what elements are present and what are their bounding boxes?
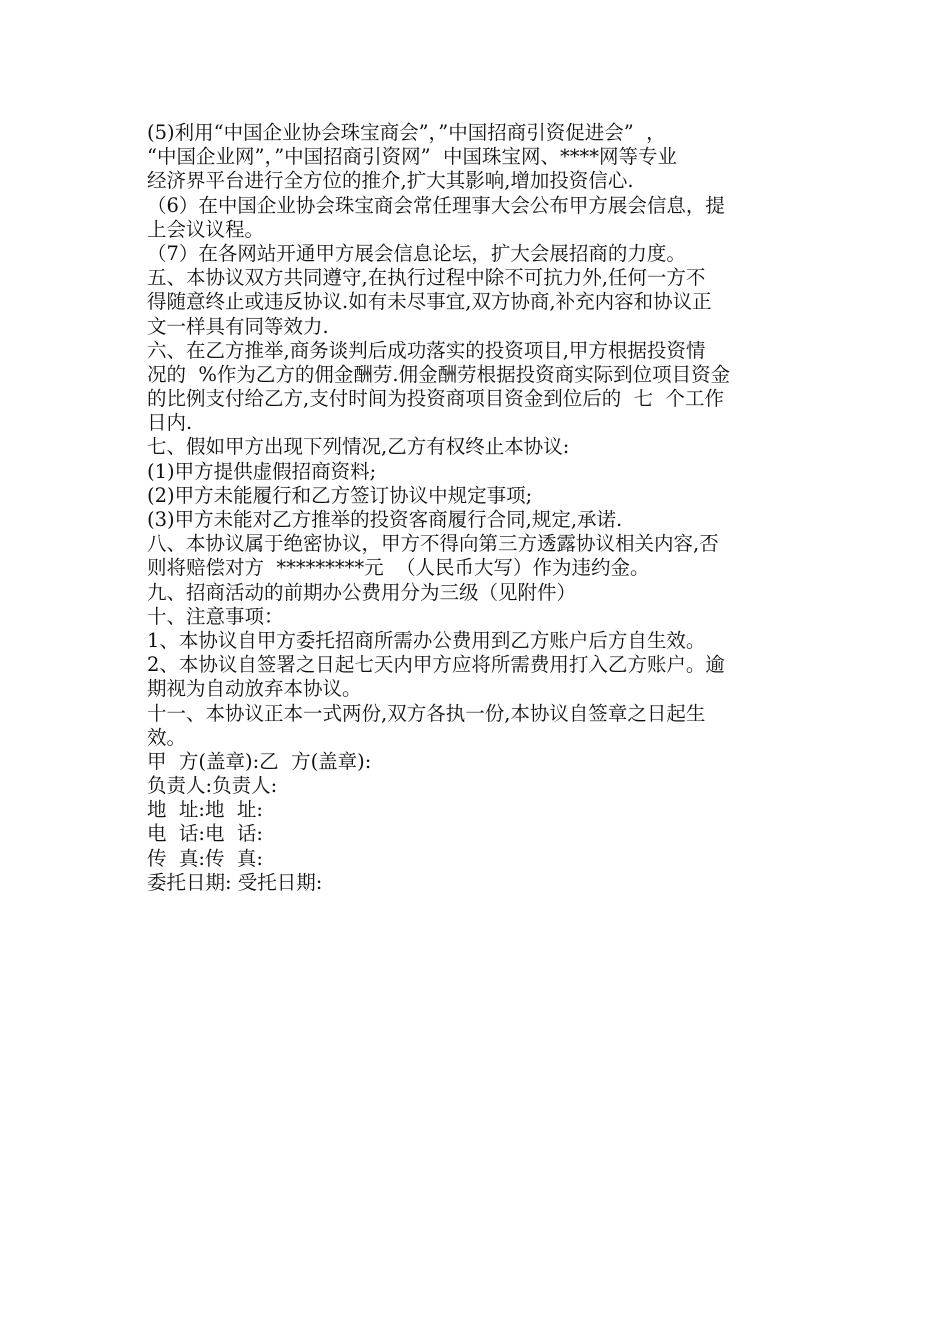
signature-fax-line: 传 真:传 真: xyxy=(147,846,263,870)
section-11-line-1: 十一、本协议正本一式两份,双方各执一份,本协议自签章之日起生 xyxy=(147,701,706,725)
clause-6-council-line-1: （6）在中国企业协会珠宝商会常任理事大会公布甲方展会信息，提 xyxy=(147,193,725,217)
section-10-item-1: 1、本协议自甲方委托招商所需办公费用到乙方账户后方自生效。 xyxy=(147,628,706,652)
section-6-line-3: 的比例支付给乙方,支付时间为投资商项目资金到位后的 七 个工作 xyxy=(147,387,724,411)
section-6-line-1: 六、在乙方推举,商务谈判后成功落实的投资项目,甲方根据投资情 xyxy=(147,338,706,362)
signature-phone-line: 电 话:电 话: xyxy=(147,822,263,846)
clause-7-forum-line: （7）在各网站开通甲方展会信息论坛，扩大会展招商的力度。 xyxy=(147,241,686,265)
section-6-line-2: 况的 %作为乙方的佣金酬劳.佣金酬劳根据投资商实际到位项目资金 xyxy=(147,362,731,386)
section-9-line: 九、招商活动的前期办公费用分为三级（见附件） xyxy=(147,580,577,604)
clause-5-promotion-line-3: 经济界平台进行全方位的推介,扩大其影响,增加投资信心. xyxy=(147,169,634,193)
clause-6-council-line-2: 上会议议程。 xyxy=(147,217,265,241)
clause-5-promotion-line-2: “中国企业网”，”中国招商引资网” 中国珠宝网、****网等专业 xyxy=(147,145,678,169)
section-7-item-3: (3)甲方未能对乙方推举的投资客商履行合同,规定,承诺. xyxy=(147,508,623,531)
section-5-line-2: 得随意终止或违反协议.如有未尽事宜,双方协商,补充内容和协议正 xyxy=(147,290,712,314)
signature-party-line: 甲 方(盖章):乙 方(盖章): xyxy=(147,749,372,773)
section-7-heading: 七、假如甲方出现下列情况,乙方有权终止本协议: xyxy=(147,435,570,459)
section-11-line-2: 效。 xyxy=(147,725,187,749)
section-7-item-2: (2)甲方未能履行和乙方签订协议中规定事项; xyxy=(147,483,533,507)
section-10-item-2-line-2: 期视为自动放弃本协议。 xyxy=(147,677,362,701)
section-8-line-1: 八、本协议属于绝密协议，甲方不得向第三方透露协议相关内容,否 xyxy=(147,532,719,556)
section-6-line-4: 日内. xyxy=(147,411,193,435)
signature-responsible-line: 负责人:负责人: xyxy=(147,774,278,798)
section-5-line-1: 五、本协议双方共同遵守,在执行过程中除不可抗力外,任何一方不 xyxy=(147,266,706,290)
section-5-line-3: 文一样具有同等效力. xyxy=(147,314,329,338)
clause-5-promotion-line-1: (5)利用“中国企业协会珠宝商会”，”中国招商引资促进会” ， xyxy=(147,121,666,144)
section-8-line-2: 则将赔偿对方 *********元 （人民币大写）作为违约金。 xyxy=(147,556,650,580)
section-7-item-1: (1)甲方提供虚假招商资料; xyxy=(147,459,377,483)
signature-date-line: 委托日期: 受托日期: xyxy=(147,870,323,894)
signature-address-line: 地 址:地 址: xyxy=(147,798,263,822)
document-body xyxy=(147,121,812,895)
section-10-heading: 十、注意事项： xyxy=(147,604,284,628)
section-10-item-2-line-1: 2、本协议自签署之日起七天内甲方应将所需费用打入乙方账户。逾 xyxy=(147,653,725,677)
